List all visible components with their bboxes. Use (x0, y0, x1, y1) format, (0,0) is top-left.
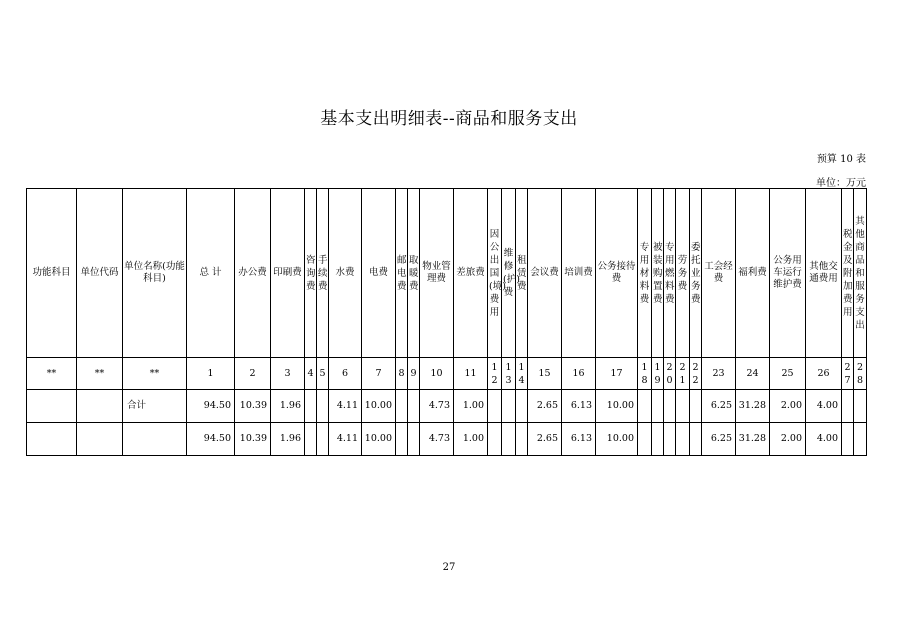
column-header: 取暖费 (408, 189, 420, 358)
column-code: 28 (854, 358, 867, 390)
table-cell: 6.13 (562, 390, 596, 423)
column-code: 9 (408, 358, 420, 390)
column-code: 12 (488, 358, 502, 390)
column-code: 21 (676, 358, 690, 390)
column-code: 25 (770, 358, 806, 390)
column-header: 税金及附加费用 (842, 189, 854, 358)
table-cell: 10.39 (235, 423, 271, 456)
column-code: 4 (305, 358, 317, 390)
column-header: 公务接待费 (596, 189, 638, 358)
table-cell: 10.00 (362, 390, 396, 423)
column-code: 18 (638, 358, 652, 390)
table-cell: 4.11 (329, 423, 362, 456)
table-cell (854, 423, 867, 456)
column-code: 22 (690, 358, 702, 390)
column-code: ** (27, 358, 77, 390)
column-code: 20 (664, 358, 676, 390)
column-code: 11 (454, 358, 488, 390)
column-header: 电费 (362, 189, 396, 358)
column-header: 专用材料费 (638, 189, 652, 358)
column-header: 总 计 (187, 189, 235, 358)
column-code: 2 (235, 358, 271, 390)
table-cell: 1.96 (271, 423, 305, 456)
column-header: 其他商品和服务支出 (854, 189, 867, 358)
table-cell (690, 423, 702, 456)
column-code: 14 (516, 358, 528, 390)
table-cell (652, 390, 664, 423)
table-cell (842, 390, 854, 423)
column-header: 邮电费 (396, 189, 408, 358)
table-cell (652, 423, 664, 456)
unit-label: 单位：万元 (816, 178, 866, 189)
column-header: 咨询费 (305, 189, 317, 358)
table-cell: 6.25 (702, 390, 736, 423)
table-cell (396, 390, 408, 423)
column-code: 7 (362, 358, 396, 390)
column-header: 劳务费 (676, 189, 690, 358)
table-cell: 94.50 (187, 423, 235, 456)
column-code: 27 (842, 358, 854, 390)
column-code: 17 (596, 358, 638, 390)
table-cell: 31.28 (736, 390, 770, 423)
table-cell: 4.73 (420, 390, 454, 423)
column-header: 物业管理费 (420, 189, 454, 358)
column-header: 培训费 (562, 189, 596, 358)
table-cell: 4.73 (420, 423, 454, 456)
table-cell (638, 390, 652, 423)
table-cell (676, 423, 690, 456)
table-cell: 10.39 (235, 390, 271, 423)
column-header: 会议费 (528, 189, 562, 358)
table-cell (638, 423, 652, 456)
column-header: 功能科目 (27, 189, 77, 358)
table-cell (408, 423, 420, 456)
column-code: 15 (528, 358, 562, 390)
table-cell: 1.00 (454, 390, 488, 423)
table-cell (488, 423, 502, 456)
column-code: 3 (271, 358, 305, 390)
column-header: 专用燃料费 (664, 189, 676, 358)
column-code: 16 (562, 358, 596, 390)
table-cell (77, 423, 123, 456)
column-code: 10 (420, 358, 454, 390)
table-cell (854, 390, 867, 423)
table-cell: 4.00 (806, 390, 842, 423)
column-header: 公务用车运行维护费 (770, 189, 806, 358)
table-cell (502, 423, 516, 456)
column-header: 差旅费 (454, 189, 488, 358)
table-cell: 6.25 (702, 423, 736, 456)
column-header: 其他交通费用 (806, 189, 842, 358)
table-cell (664, 423, 676, 456)
table-cell: 1.96 (271, 390, 305, 423)
table-cell (305, 423, 317, 456)
table-cell: 6.13 (562, 423, 596, 456)
table-row (27, 423, 867, 456)
table-cell (317, 423, 329, 456)
table-cell (516, 390, 528, 423)
column-code: ** (123, 358, 187, 390)
column-header: 手续费 (317, 189, 329, 358)
page-number: 27 (442, 562, 456, 573)
table-cell (516, 423, 528, 456)
table-cell: 1.00 (454, 423, 488, 456)
table-cell: 31.28 (736, 423, 770, 456)
column-code: 23 (702, 358, 736, 390)
column-header: 印刷费 (271, 189, 305, 358)
table-cell (123, 423, 187, 456)
table-cell (690, 390, 702, 423)
table-cell: 2.00 (770, 423, 806, 456)
column-header: 办公费 (235, 189, 271, 358)
column-header: 委托业务费 (690, 189, 702, 358)
table-cell: 2.00 (770, 390, 806, 423)
table-cell (842, 423, 854, 456)
column-code: 26 (806, 358, 842, 390)
table-cell: 94.50 (187, 390, 235, 423)
column-header: 水费 (329, 189, 362, 358)
column-header: 因公出国(境)费用 (488, 189, 502, 358)
table-cell (317, 390, 329, 423)
table-cell (676, 390, 690, 423)
page-title: 基本支出明细表--商品和服务支出 (320, 109, 578, 129)
column-code: 19 (652, 358, 664, 390)
column-code: 24 (736, 358, 770, 390)
table-cell: 2.65 (528, 423, 562, 456)
budget-table-number: 预算 10 表 (816, 154, 866, 165)
table-cell (27, 390, 77, 423)
table-cell (305, 390, 317, 423)
column-header: 单位名称(功能科目) (123, 189, 187, 358)
table-cell (408, 390, 420, 423)
table-row (27, 390, 867, 423)
table-cell (664, 390, 676, 423)
column-header: 被装购置费 (652, 189, 664, 358)
column-code: 13 (502, 358, 516, 390)
table-cell: 合计 (123, 390, 187, 423)
column-code: 5 (317, 358, 329, 390)
table-cell: 4.11 (329, 390, 362, 423)
column-header: 维修(护)费 (502, 189, 516, 358)
column-header: 工会经费 (702, 189, 736, 358)
table-cell: 10.00 (362, 423, 396, 456)
column-header: 租赁费 (516, 189, 528, 358)
table-cell (488, 390, 502, 423)
table-cell (396, 423, 408, 456)
column-header: 福利费 (736, 189, 770, 358)
column-code-row (27, 358, 867, 390)
column-code: 1 (187, 358, 235, 390)
column-header: 单位代码 (77, 189, 123, 358)
table-cell (27, 423, 77, 456)
column-code: 6 (329, 358, 362, 390)
header-row (27, 189, 867, 358)
column-code: ** (77, 358, 123, 390)
table-cell: 10.00 (596, 390, 638, 423)
table-cell: 10.00 (596, 423, 638, 456)
expense-detail-table (26, 188, 867, 456)
table-cell: 4.00 (806, 423, 842, 456)
table-cell (77, 390, 123, 423)
table-cell: 2.65 (528, 390, 562, 423)
table-cell (502, 390, 516, 423)
column-code: 8 (396, 358, 408, 390)
